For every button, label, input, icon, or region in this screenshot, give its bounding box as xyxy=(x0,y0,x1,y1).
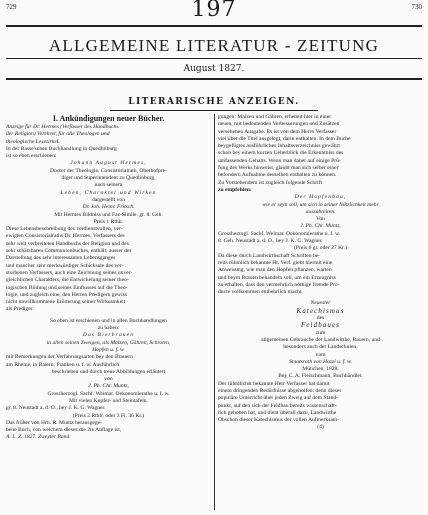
text-line: des xyxy=(316,315,325,322)
text-line: punkt, auf den sich der Feldbau bereits wissenschaft- xyxy=(218,402,337,409)
text-line: Da diese durch Landwirthschaft Schriften be- xyxy=(218,252,321,259)
text-line: Neuester xyxy=(310,300,331,307)
volume-footnote: A. L. Z. 1827. Zweyter Band. xyxy=(6,434,71,441)
issue-number: 197 xyxy=(191,0,237,22)
text-line: befondern Aufnahme desselben enthalten zu können. xyxy=(218,172,337,179)
text-line: Bey C. A. Fleischmann, Buchhändler. xyxy=(278,373,363,380)
text-line: Anzeige für Dr. Hermes (Verfasser des Handbuchs xyxy=(6,124,119,130)
text-line: Das Bierbrauen xyxy=(82,332,135,339)
text-line: (Preis 6 gr. oder 27 Kr.) xyxy=(294,245,347,252)
page-number-left: 729 xyxy=(6,3,17,11)
issue-date: August 1827. xyxy=(183,64,245,74)
text-line: ducte vollkommen entbehrlich macht. xyxy=(218,289,303,296)
text-line: und mancher sehr merkwürdiger Schicksale des ver- xyxy=(6,262,124,269)
text-line: storbenen Verfassers, auch eine Zeichnung seines unver- xyxy=(6,269,133,276)
text-line: sehr schätzbaren Communionbuches, enthält, ausser der xyxy=(6,248,132,255)
text-line: ewigten Consistorialraths Dr. Hermes, Verfassers des xyxy=(6,233,125,240)
text-line: Dr. Joh. Heinr. Fritsch. xyxy=(82,204,135,211)
text-line: Mit vielen Kupfer- und Steintafeln. xyxy=(69,397,148,404)
text-line: Preis 1 Rthlr. xyxy=(93,218,124,225)
text-line: (Preis 2 Rthlr. oder 3 Fl. 36 Kr.) xyxy=(72,412,145,419)
text-line: auszubreiten. xyxy=(305,208,336,215)
text-line: Doctor der Theologie, Consistorialrath, Oberhofpre- xyxy=(49,167,168,174)
text-line: populäre Unterricht über jeden Zweig auf dem Stand- xyxy=(218,395,339,402)
top-rule xyxy=(6,25,422,27)
text-line: Grossherzogl. Sachf. Weimar. Oekonomierathe u. f. w. xyxy=(47,390,170,397)
text-line: in allen seinen Zweigen, als Malzen, Gähren, Schroten, xyxy=(46,339,171,346)
section-rule xyxy=(110,110,318,111)
text-line: beschrieben und durch treue Abbildungen erläutert xyxy=(51,368,166,375)
left-column xyxy=(6,114,211,442)
text-line: und beym Brauen behandeln soll, um ein Erzeugniss xyxy=(218,274,336,281)
text-line: logischen Bildung und seines Einflusses auf die Theo- xyxy=(6,284,128,291)
text-line: besonders auch der Landschulen, xyxy=(283,344,358,351)
text-line: 8. Geh. Neustadt a. d. O., bey J. K. G. Wagner. xyxy=(218,238,323,245)
page-number-right: 730 xyxy=(411,3,422,11)
text-line: theologische Lesezirkel. xyxy=(6,138,60,145)
text-line: Das früher von Hrn. R. Muntz herausgege- xyxy=(6,419,102,426)
text-line: Hopfen u. f. w. xyxy=(92,346,125,353)
text-line: mit Bemerkungen der Verfahrungsarten bey den Brauern xyxy=(6,354,133,361)
text-line: Obschon dieser Katechismus der vollen Aufmerksam- xyxy=(218,417,340,424)
text-line: zu erhalten, dass den vermehrlich nöthige fremde Pro- xyxy=(218,281,340,288)
text-line: Anweisung, wie man den Hopfen pflanzen, warten xyxy=(218,267,332,274)
text-line: dargestellt von xyxy=(92,196,125,203)
text-line: gungen: Malzen und Gähren, erhebeit hier in einer xyxy=(218,114,332,120)
title-rule xyxy=(6,58,422,59)
text-line: Zu Vorstehendem ist zugleich folgende Schrift xyxy=(218,179,323,186)
text-line: Grossherzogl. Sachf. Weimar. Oekonomierathe u. f. w. xyxy=(218,230,341,237)
text-line: Der rühmlichst bekannte Herr Verfasser hat damit xyxy=(218,380,330,387)
text-line: sehr weit verbreiteten Handbuchs der Religion und des xyxy=(6,240,129,247)
text-line: gleichlichen Charakters, die Entwickelung seiner theo- xyxy=(6,277,129,284)
text-line: Darstellung des sehr interessanten Lebensganges xyxy=(6,255,116,262)
text-line: Staatsrath von Hazzi u. f. w. xyxy=(289,358,352,365)
text-line: bene Buch, von welchem dieses die 2te Auflage ist, xyxy=(6,427,122,434)
text-line: zum xyxy=(315,329,326,336)
text-line: nach seinem xyxy=(94,182,123,189)
date-rule xyxy=(6,78,422,80)
text-line: versehenen Ausgabe. Es ist von dem Herrn Verfasser xyxy=(218,128,337,135)
text-line: zu haben: xyxy=(97,325,120,332)
text-line: schon bey einem kurzen Ueberblick die Erkenntniss des xyxy=(218,150,344,157)
text-line: München, 1828. xyxy=(302,366,339,373)
text-line: Von xyxy=(316,216,325,223)
text-line: So eben ist erschienen und in allen Buchhandlungen xyxy=(50,317,167,324)
text-line: neuen, mit bedeutenden Verbesserungen und Zusätzen xyxy=(218,121,340,128)
text-line: gr. 8. Neustadt a. d. O., bey J. K. G. Wagner. xyxy=(6,405,106,412)
text-line: von xyxy=(104,376,113,383)
text-line: reits rühmlich bekannte Hr. Verf. giebt hiermit eine xyxy=(218,259,333,266)
text-line: nicht unwillkommene Erörterung seiner Wirksamkeit xyxy=(6,299,126,306)
text-line: am Rheine, in Baiern, Franken u. f. w. Ausführlich xyxy=(6,361,120,368)
text-line: einem dringenden Bedürfnisse abgeholfen: denn dieser xyxy=(218,387,342,394)
column-divider xyxy=(214,114,215,510)
text-line: Mit Hermes Bildniss und Fac-Simile. gr. 8. Geh. xyxy=(54,211,163,218)
text-line: diger und Superintendent zu Quedlinburg, xyxy=(61,175,156,182)
journal-title: ALLGEMEINE LITERATUR - ZEITUNG xyxy=(48,36,380,55)
text-line: Feldbaues xyxy=(300,321,341,330)
text-line: ist so eben erschienen: xyxy=(6,153,57,160)
text-line: Katechismus xyxy=(296,306,345,315)
text-line: Leben, Charakter und Wirken xyxy=(60,189,157,196)
text-line: J. Ph. Chr. Muntz, xyxy=(300,223,341,230)
text-line: vom xyxy=(315,351,326,358)
text-line: viel über die Titel ausgelegt, darin enthalten. In dem Buche xyxy=(218,135,351,142)
text-line: zu empfehlen: xyxy=(218,186,252,193)
text-line: allgemeinen Gebrauche der Landwirthe, Bauern, und xyxy=(261,336,380,343)
text-line: als Prediger. xyxy=(6,306,34,313)
text-line: Diese Lebensbeschreibung des verdienstvollen, ver- xyxy=(6,226,123,233)
right-column xyxy=(218,114,423,432)
section-title: LITERARISCHE ANZEIGEN. xyxy=(128,97,300,107)
text-line: der Religion) Verehrer, für alle Theologen und xyxy=(6,131,110,138)
text-line: Der Hopfenbau, xyxy=(294,194,347,201)
text-line: fung des Werks hinweist, glaubt man sich selber einer xyxy=(218,165,339,172)
announcements-heading: I. Ankündigungen neuer Bücher. xyxy=(52,114,165,123)
text-line: beygefügtes ausführliches Inhaltsverzeichniss gewährt xyxy=(218,143,340,150)
text-line: Johann August Hermes, xyxy=(70,160,147,167)
text-line: umfassenden Gehalts. Wenn man daher auf einige Prü- xyxy=(218,157,341,164)
text-line: logie, und zugleich eine, den Herren Predigern gewiss xyxy=(6,291,128,298)
signature-mark: (4) xyxy=(317,424,324,431)
text-line: wie er seyn soll, um sich in seiner Nützlichkeit mehr xyxy=(262,201,379,208)
text-line: lich gehoben hat, und dient überall dazu, Landwirthe xyxy=(218,409,337,416)
text-line: In der Basse'schen Buchhandlung in Quedlinburg xyxy=(6,145,117,152)
text-line: J. Ph. Chr. Muntz, xyxy=(88,383,129,390)
